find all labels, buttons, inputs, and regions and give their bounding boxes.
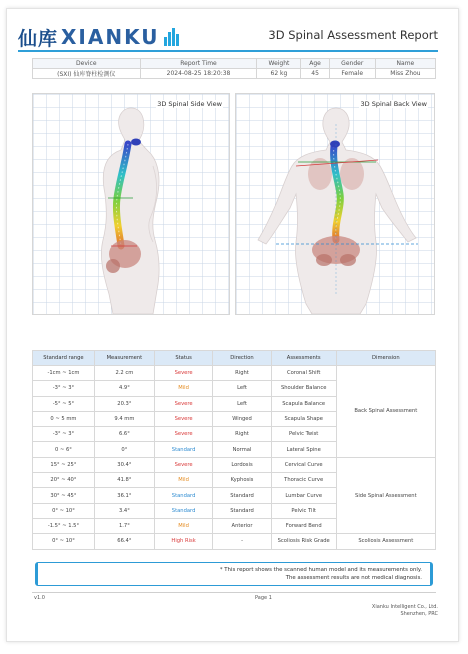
measurement-cell: 9.4 mm <box>94 411 154 426</box>
logo-chinese: 仙库 <box>18 27 59 50</box>
direction-cell: Right <box>213 366 271 381</box>
dimension-cell: Side Spinal Assessment <box>336 457 435 533</box>
report-header <box>18 22 438 52</box>
direction-cell: Normal <box>213 442 271 457</box>
status-cell: Mild <box>154 381 212 396</box>
dimension-cell: Back Spinal Assessment <box>336 366 435 458</box>
status-cell: Standard <box>154 488 212 503</box>
assessment-item-cell: Lateral Spine <box>271 442 336 457</box>
direction-cell: Right <box>213 427 271 442</box>
direction-cell: Anterior <box>213 518 271 533</box>
logo-english: XIANKU <box>61 25 160 49</box>
assessment-item-cell: Coronal Shift <box>271 366 336 381</box>
status-cell: High Risk <box>154 534 212 549</box>
status-cell: Severe <box>154 411 212 426</box>
status-cell: Mild <box>154 518 212 533</box>
measurement-cell: 0° <box>94 442 154 457</box>
assessment-header-cell: Assessments <box>271 351 336 366</box>
footer-company-name: Xianku Intelligent Co., Ltd. <box>371 604 438 610</box>
assessment-row <box>33 534 436 549</box>
assessment-item-cell: Forward Bend <box>271 518 336 533</box>
assessment-item-cell: Scoliosis Risk Grade <box>271 534 336 549</box>
assessment-header-row <box>33 351 436 366</box>
measurement-cell: 20.3° <box>94 396 154 411</box>
disclaimer-notice <box>35 562 433 586</box>
back-view-title: 3D Spinal Back View <box>360 100 427 108</box>
status-cell: Severe <box>154 457 212 472</box>
assessment-item-cell: Pelvic Tilt <box>271 503 336 518</box>
assessment-header-cell: Direction <box>213 351 271 366</box>
disclaimer-line-1: * This report shows the scanned human model and its measurements only. <box>219 567 422 573</box>
info-header-cell: Gender <box>329 59 375 69</box>
info-header-cell: Device <box>33 59 141 69</box>
patient-info-value-row <box>33 69 436 79</box>
side-body-model-image <box>33 94 230 315</box>
disclaimer-line-2: The assessment results are not medical diagnosis. <box>285 575 422 581</box>
footer-version: v1.0 <box>34 595 45 601</box>
assessment-item-cell: Scapula Balance <box>271 396 336 411</box>
measurement-cell: 3.4° <box>94 503 154 518</box>
side-view-title: 3D Spinal Side View <box>157 100 222 108</box>
side-view-panel <box>32 93 230 315</box>
info-header-cell: Name <box>375 59 435 69</box>
assessment-header-cell: Standard range <box>33 351 95 366</box>
range-cell: -1cm ~ 1cm <box>33 366 95 381</box>
range-cell: 0 ~ 6° <box>33 442 95 457</box>
direction-cell: Standard <box>213 503 271 518</box>
direction-cell: Lordosis <box>213 457 271 472</box>
assessment-item-cell: Lumbar Curve <box>271 488 336 503</box>
info-value-age: 45 <box>301 69 329 79</box>
assessment-header-cell: Status <box>154 351 212 366</box>
assessment-item-cell: Pelvic Twist <box>271 427 336 442</box>
assessment-item-cell: Thoracic Curve <box>271 473 336 488</box>
footer-company <box>372 604 438 618</box>
direction-cell: - <box>213 534 271 549</box>
footer-page-number: Page 1 <box>255 595 272 601</box>
direction-cell: Winged <box>213 411 271 426</box>
info-value-device: (SXI) 仙库脊柱检测仪 <box>33 69 141 79</box>
range-cell: 30° ~ 45° <box>33 488 95 503</box>
measurement-cell: 30.4° <box>94 457 154 472</box>
range-cell: 0° ~ 10° <box>33 534 95 549</box>
status-cell: Severe <box>154 427 212 442</box>
range-cell: 0 ~ 5 mm <box>33 411 95 426</box>
measurement-cell: 36.1° <box>94 488 154 503</box>
assessment-row <box>33 366 436 381</box>
report-title: 3D Spinal Assessment Report <box>268 28 438 42</box>
info-header-cell: Report Time <box>140 59 257 69</box>
direction-cell: Left <box>213 396 271 411</box>
info-value-report-time: 2024-08-25 18:20:38 <box>140 69 257 79</box>
assessment-header-cell: Measurement <box>94 351 154 366</box>
measurement-cell: 4.9° <box>94 381 154 396</box>
range-cell: -3° ~ 3° <box>33 427 95 442</box>
assessment-item-cell: Shoulder Balance <box>271 381 336 396</box>
assessment-row <box>33 457 436 472</box>
assessment-item-cell: Scapula Shape <box>271 411 336 426</box>
footer-divider <box>32 592 436 593</box>
direction-cell: Left <box>213 381 271 396</box>
info-value-weight: 62 kg <box>257 69 301 79</box>
assessment-item-cell: Cervical Curve <box>271 457 336 472</box>
info-value-gender: Female <box>329 69 375 79</box>
status-cell: Mild <box>154 473 212 488</box>
measurement-cell: 41.8° <box>94 473 154 488</box>
range-cell: 0° ~ 10° <box>33 503 95 518</box>
info-header-cell: Weight <box>257 59 301 69</box>
logo-bars-icon <box>164 28 180 46</box>
back-body-model-image <box>236 94 435 315</box>
footer-company-location: Shenzhen, PRC <box>400 611 438 617</box>
range-cell: 15° ~ 25° <box>33 457 95 472</box>
info-value-name: Miss Zhou <box>375 69 435 79</box>
measurement-cell: 2.2 cm <box>94 366 154 381</box>
back-view-panel <box>235 93 435 315</box>
patient-info-header-row <box>33 59 436 69</box>
assessment-table <box>32 350 436 550</box>
measurement-cell: 1.7° <box>94 518 154 533</box>
patient-info-table <box>32 58 436 79</box>
range-cell: -5° ~ 5° <box>33 396 95 411</box>
status-cell: Standard <box>154 503 212 518</box>
assessment-body <box>33 366 436 550</box>
info-header-cell: Age <box>301 59 329 69</box>
measurement-cell: 6.6° <box>94 427 154 442</box>
assessment-header-cell: Dimension <box>336 351 435 366</box>
status-cell: Standard <box>154 442 212 457</box>
range-cell: -3° ~ 3° <box>33 381 95 396</box>
header-divider <box>18 50 438 52</box>
direction-cell: Kyphosis <box>213 473 271 488</box>
direction-cell: Standard <box>213 488 271 503</box>
range-cell: 20° ~ 40° <box>33 473 95 488</box>
dimension-cell: Scoliosis Assessment <box>336 534 435 549</box>
range-cell: -1.5° ~ 1.5° <box>33 518 95 533</box>
brand-logo <box>18 22 180 52</box>
measurement-cell: 66.4° <box>94 534 154 549</box>
status-cell: Severe <box>154 396 212 411</box>
status-cell: Severe <box>154 366 212 381</box>
